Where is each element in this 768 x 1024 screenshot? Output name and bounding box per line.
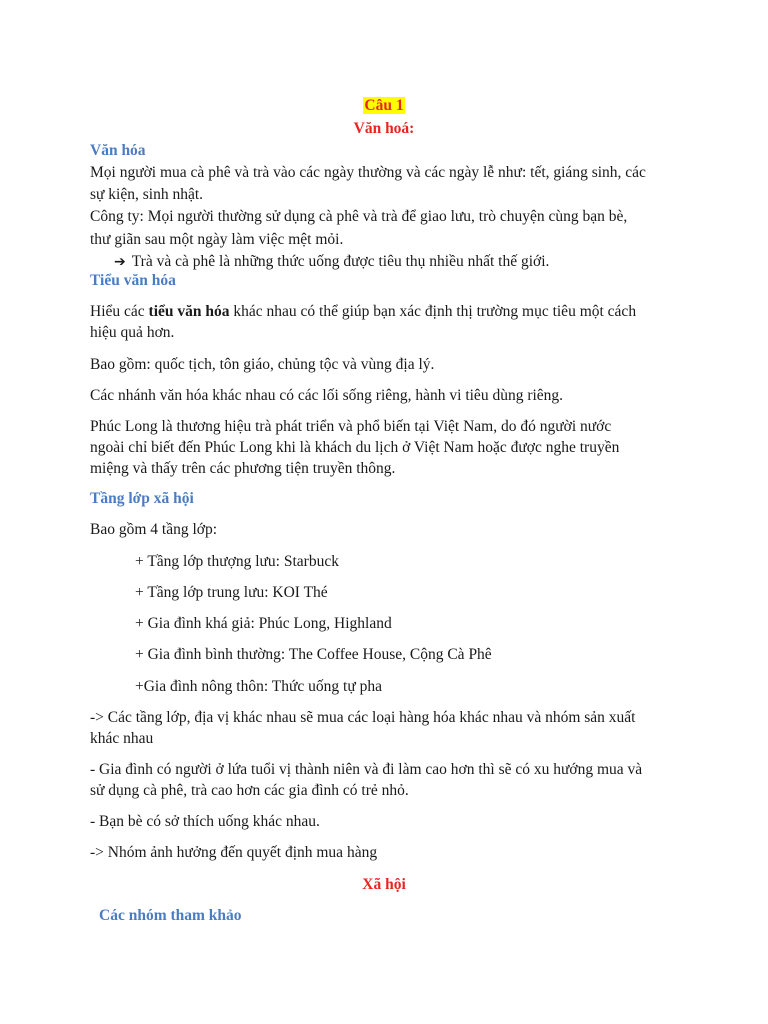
culture-p1-line2: sự kiện, sinh nhật. [90, 186, 204, 203]
society-heading: Xã hội [362, 876, 406, 893]
social-class-intro: Bao gồm 4 tầng lớp: [90, 521, 218, 538]
subculture-p4-line2: ngoài chỉ biết đến Phúc Long khi là khách du lịch ở Việt Nam hoặc được nghe truyền [90, 439, 620, 456]
subculture-p4-line3: miệng và thấy trên các phương tiện truyền thông. [90, 460, 396, 477]
social-class-heading: Tầng lớp xã hội [90, 490, 194, 507]
subculture-p1-line1 [90, 302, 690, 322]
reference-groups-heading: Các nhóm tham khảo [99, 907, 242, 924]
culture-heading: Văn hóa [90, 142, 146, 159]
subculture-p4-line1: Phúc Long là thương hiệu trà phát triển và phổ biến tại Việt Nam, do đó người nước [90, 418, 612, 435]
subculture-p1-prefix: Hiểu các [90, 303, 149, 320]
question-title: Câu 1 [364, 97, 404, 114]
culture-arrow-bullet [114, 252, 714, 272]
culture-p2-line1: Công ty: Mọi người thường sử dụng cà phê và trà để giao lưu, trò chuyện cùng bạn bè, [90, 208, 628, 225]
social-class-p1-line2: khác nhau [90, 730, 154, 747]
culture-p2-line2: thư giãn sau một ngày làm việc mệt mỏi. [90, 231, 344, 248]
subculture-p1-line2: hiệu quả hơn. [90, 324, 175, 341]
social-class-item: + Gia đình bình thường: The Coffee House, Cộng Cà Phê [135, 646, 492, 663]
social-class-item: + Tầng lớp thượng lưu: Starbuck [135, 553, 339, 570]
social-class-p4: -> Nhóm ảnh hưởng đến quyết định mua hàng [90, 844, 378, 861]
subculture-p1-suffix: khác nhau có thể giúp bạn xác định thị trường mục tiêu một cách [229, 303, 637, 320]
subculture-p1-bold: tiểu văn hóa [148, 303, 230, 320]
social-class-p3: - Bạn bè có sở thích uống khác nhau. [90, 813, 320, 830]
social-class-p2-line1: - Gia đình có người ở lứa tuổi vị thành niên và đi làm cao hơn thì sẽ có xu hướng mua và [90, 761, 643, 778]
social-class-item: +Gia đình nông thôn: Thức uống tự pha [135, 678, 382, 695]
subculture-heading: Tiểu văn hóa [90, 272, 176, 289]
culture-subtitle: Văn hoá: [353, 120, 415, 137]
right-arrow-icon: ➔ [114, 254, 126, 270]
social-class-p2-line2: sử dụng cà phê, trà cao hơn các gia đình có trẻ nhỏ. [90, 782, 409, 799]
subculture-p2: Bao gồm: quốc tịch, tôn giáo, chủng tộc và vùng địa lý. [90, 356, 435, 373]
culture-arrow-text: Trà và cà phê là những thức uống được tiêu thụ nhiều nhất thế giới. [131, 253, 550, 270]
social-class-p1-line1: -> Các tầng lớp, địa vị khác nhau sẽ mua các loại hàng hóa khác nhau và nhóm sản xuất [90, 709, 636, 726]
social-class-item: + Tầng lớp trung lưu: KOI Thé [135, 584, 328, 601]
culture-p1-line1: Mọi người mua cà phê và trà vào các ngày thường và các ngày lễ như: tết, giáng sinh, các [90, 164, 646, 181]
subculture-p3: Các nhánh văn hóa khác nhau có các lối sống riêng, hành vi tiêu dùng riêng. [90, 387, 564, 404]
social-class-item: + Gia đình khá giả: Phúc Long, Highland [135, 615, 392, 632]
question-title-line [0, 96, 768, 116]
